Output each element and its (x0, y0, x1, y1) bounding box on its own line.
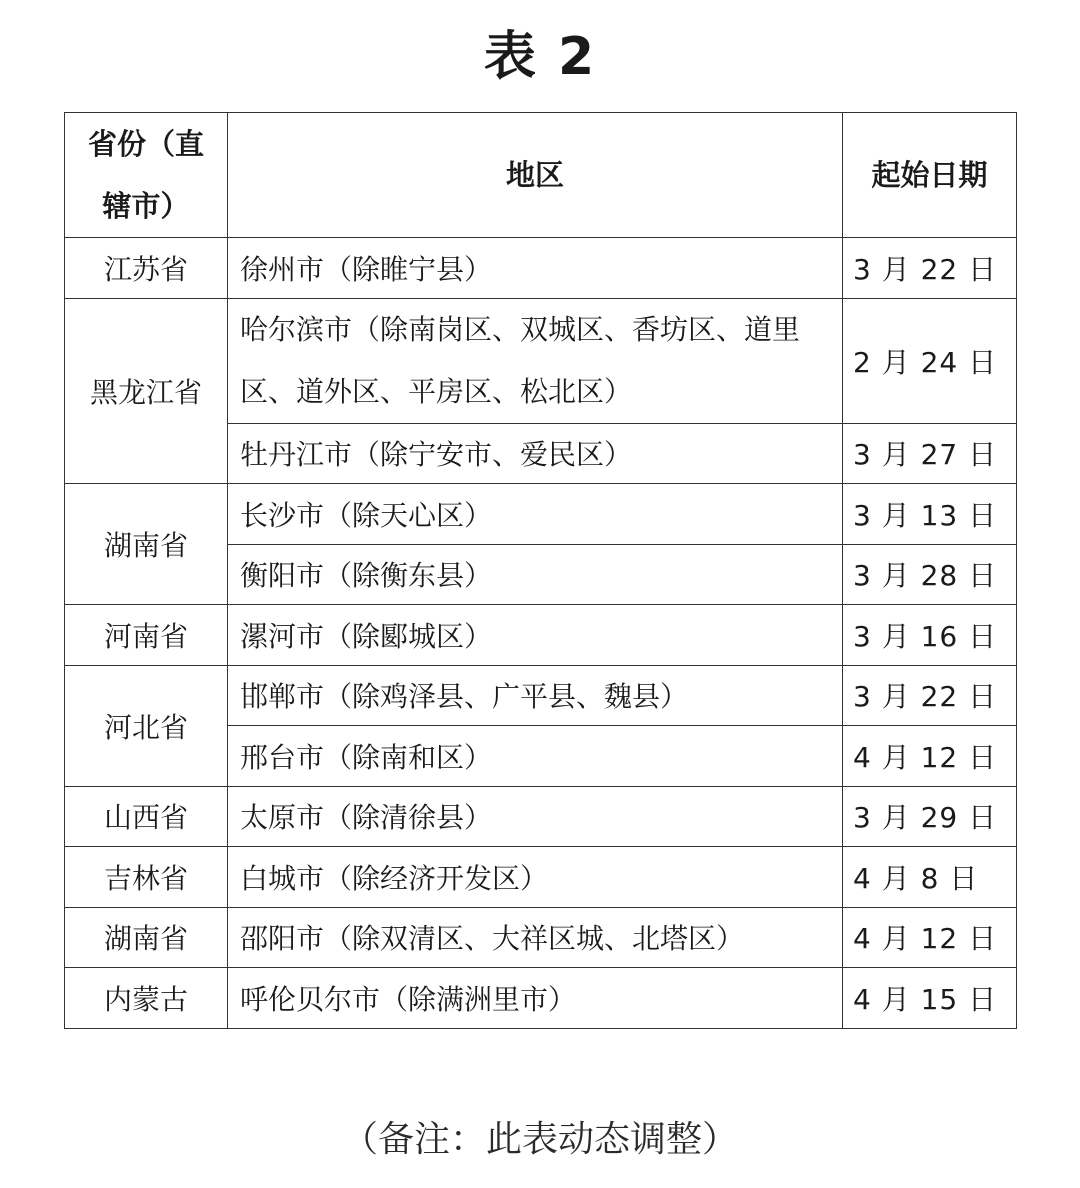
date-cell: 3 月 13 日 (843, 484, 1017, 545)
table-row (65, 847, 1017, 908)
province-cell: 湖南省 (65, 907, 228, 968)
province-cell: 湖南省 (65, 484, 228, 605)
province-cell: 河北省 (65, 665, 228, 786)
area-cell: 邵阳市（除双清区、大祥区城、北塔区） (228, 907, 843, 968)
province-cell: 河南省 (65, 605, 228, 666)
table-row (65, 786, 1017, 847)
area-cell: 哈尔滨市（除南岗区、双城区、香坊区、道里区、道外区、平房区、松北区） (228, 298, 843, 423)
region-table (64, 112, 1017, 1029)
area-cell: 牡丹江市（除宁安市、爱民区） (228, 423, 843, 484)
footnote: （备注：此表动态调整） (341, 1119, 738, 1160)
area-cell: 邯郸市（除鸡泽县、广平县、魏县） (228, 665, 843, 726)
area-cell: 长沙市（除天心区） (228, 484, 843, 545)
page-title: 表 2 (483, 27, 597, 87)
date-cell: 4 月 15 日 (843, 968, 1017, 1029)
area-cell: 徐州市（除睢宁县） (228, 238, 843, 299)
province-cell: 山西省 (65, 786, 228, 847)
area-cell: 呼伦贝尔市（除满洲里市） (228, 968, 843, 1029)
date-cell: 3 月 22 日 (843, 238, 1017, 299)
province-cell: 内蒙古 (65, 968, 228, 1029)
table-row (65, 968, 1017, 1029)
area-cell: 邢台市（除南和区） (228, 726, 843, 787)
area-cell: 太原市（除清徐县） (228, 786, 843, 847)
date-cell: 4 月 12 日 (843, 726, 1017, 787)
table-row (65, 907, 1017, 968)
date-cell: 3 月 22 日 (843, 665, 1017, 726)
table-row (65, 665, 1017, 726)
area-cell: 漯河市（除郾城区） (228, 605, 843, 666)
date-cell: 3 月 27 日 (843, 423, 1017, 484)
date-cell: 4 月 12 日 (843, 907, 1017, 968)
area-cell: 白城市（除经济开发区） (228, 847, 843, 908)
date-cell: 3 月 16 日 (843, 605, 1017, 666)
table-body (65, 238, 1017, 1029)
header-start-date: 起始日期 (843, 113, 1017, 238)
province-cell: 吉林省 (65, 847, 228, 908)
date-cell: 3 月 28 日 (843, 544, 1017, 605)
table-header-row (65, 113, 1017, 238)
province-cell: 江苏省 (65, 238, 228, 299)
table-row (65, 605, 1017, 666)
table-row (65, 298, 1017, 423)
header-province: 省份（直辖市） (65, 113, 228, 238)
area-cell: 衡阳市（除衡东县） (228, 544, 843, 605)
province-cell: 黑龙江省 (65, 298, 228, 484)
header-area: 地区 (228, 113, 843, 238)
date-cell: 3 月 29 日 (843, 786, 1017, 847)
table-row (65, 484, 1017, 545)
date-cell: 2 月 24 日 (843, 298, 1017, 423)
date-cell: 4 月 8 日 (843, 847, 1017, 908)
table-row (65, 238, 1017, 299)
